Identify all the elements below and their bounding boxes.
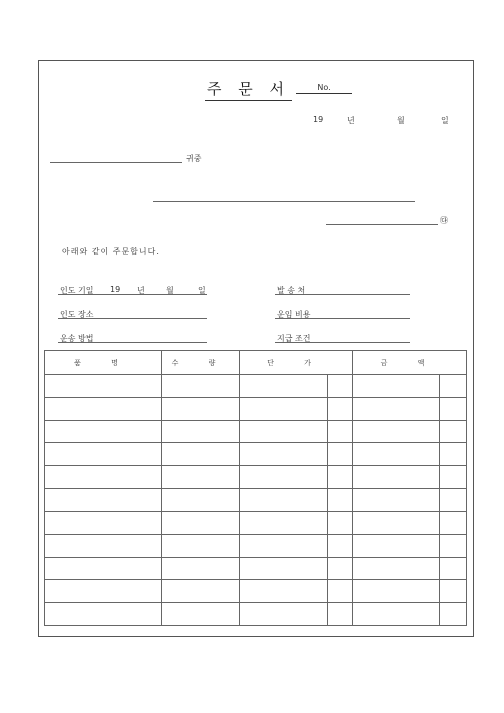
cell-amount[interactable]: [353, 375, 440, 398]
cell-amount[interactable]: [353, 443, 440, 466]
cell-unit-price[interactable]: [240, 443, 328, 466]
ship-to-label: 발 송 처: [277, 286, 306, 295]
delivery-place-label: 인도 장소: [60, 310, 94, 319]
table-row: [45, 466, 467, 489]
order-items-table: [44, 350, 467, 626]
table-row: [45, 375, 467, 398]
cell-amount[interactable]: [353, 420, 440, 443]
cell-item-name[interactable]: [45, 420, 162, 443]
address-line[interactable]: [153, 201, 415, 202]
form-title: 주 문 서: [205, 78, 292, 101]
table-row: [45, 397, 467, 420]
recipient-line[interactable]: [50, 162, 182, 163]
cell-item-name[interactable]: [45, 603, 162, 626]
date-month-label: 월: [397, 116, 405, 125]
cell-unit-price[interactable]: [240, 557, 328, 580]
delivery-date-year-prefix: 19: [110, 285, 121, 294]
cell-unit-price[interactable]: [240, 466, 328, 489]
header-item-name: 품 명: [45, 351, 162, 375]
delivery-date-year: 년: [137, 286, 145, 295]
table-row: [45, 603, 467, 626]
cell-quantity[interactable]: [162, 511, 240, 534]
cell-amount-sub[interactable]: [440, 489, 467, 512]
date-year-prefix: 19: [313, 115, 324, 124]
cell-amount-sub[interactable]: [440, 397, 467, 420]
cell-amount-sub[interactable]: [440, 375, 467, 398]
cell-quantity[interactable]: [162, 466, 240, 489]
cell-amount[interactable]: [353, 397, 440, 420]
cell-item-name[interactable]: [45, 511, 162, 534]
cell-unit-price-sub[interactable]: [328, 580, 353, 603]
cell-amount[interactable]: [353, 489, 440, 512]
freight-label: 운임 비용: [277, 310, 311, 319]
cell-quantity[interactable]: [162, 375, 240, 398]
cell-unit-price-sub[interactable]: [328, 397, 353, 420]
table-row: [45, 557, 467, 580]
cell-amount[interactable]: [353, 580, 440, 603]
cell-unit-price-sub[interactable]: [328, 534, 353, 557]
cell-unit-price[interactable]: [240, 580, 328, 603]
cell-amount[interactable]: [353, 557, 440, 580]
cell-amount-sub[interactable]: [440, 557, 467, 580]
cell-amount[interactable]: [353, 603, 440, 626]
cell-unit-price-sub[interactable]: [328, 466, 353, 489]
recipient-suffix: 귀중: [186, 154, 202, 163]
table-row: [45, 511, 467, 534]
cell-quantity[interactable]: [162, 534, 240, 557]
intro-text: 아래와 같이 주문합니다.: [62, 247, 160, 256]
cell-unit-price[interactable]: [240, 397, 328, 420]
cell-unit-price[interactable]: [240, 511, 328, 534]
cell-item-name[interactable]: [45, 397, 162, 420]
cell-quantity[interactable]: [162, 420, 240, 443]
cell-unit-price[interactable]: [240, 534, 328, 557]
cell-amount-sub[interactable]: [440, 443, 467, 466]
cell-unit-price-sub[interactable]: [328, 489, 353, 512]
cell-amount-sub[interactable]: [440, 420, 467, 443]
order-number-field[interactable]: No.: [296, 83, 352, 94]
cell-amount[interactable]: [353, 534, 440, 557]
signer-line[interactable]: [326, 224, 438, 225]
cell-item-name[interactable]: [45, 534, 162, 557]
cell-amount-sub[interactable]: [440, 603, 467, 626]
cell-item-name[interactable]: [45, 375, 162, 398]
header-unit-price: 단 가: [240, 351, 353, 375]
cell-amount-sub[interactable]: [440, 466, 467, 489]
cell-unit-price[interactable]: [240, 420, 328, 443]
cell-unit-price[interactable]: [240, 489, 328, 512]
header-quantity: 수 량: [162, 351, 240, 375]
cell-quantity[interactable]: [162, 603, 240, 626]
cell-unit-price-sub[interactable]: [328, 443, 353, 466]
table-row: [45, 534, 467, 557]
cell-item-name[interactable]: [45, 557, 162, 580]
cell-amount-sub[interactable]: [440, 580, 467, 603]
table-row: [45, 580, 467, 603]
table-row: [45, 420, 467, 443]
cell-amount-sub[interactable]: [440, 534, 467, 557]
cell-unit-price-sub[interactable]: [328, 375, 353, 398]
cell-unit-price-sub[interactable]: [328, 603, 353, 626]
cell-item-name[interactable]: [45, 466, 162, 489]
cell-amount-sub[interactable]: [440, 511, 467, 534]
cell-amount[interactable]: [353, 466, 440, 489]
cell-amount[interactable]: [353, 511, 440, 534]
cell-quantity[interactable]: [162, 489, 240, 512]
table-row: [45, 443, 467, 466]
cell-unit-price-sub[interactable]: [328, 511, 353, 534]
cell-item-name[interactable]: [45, 580, 162, 603]
header-amount: 금 액: [353, 351, 467, 375]
cell-item-name[interactable]: [45, 443, 162, 466]
cell-unit-price[interactable]: [240, 375, 328, 398]
cell-quantity[interactable]: [162, 443, 240, 466]
payment-label: 지급 조건: [277, 334, 311, 343]
table-header-row: [45, 351, 467, 375]
cell-unit-price-sub[interactable]: [328, 557, 353, 580]
cell-quantity[interactable]: [162, 557, 240, 580]
delivery-date-month: 월: [166, 286, 174, 295]
cell-unit-price[interactable]: [240, 603, 328, 626]
cell-quantity[interactable]: [162, 580, 240, 603]
delivery-date-day: 일: [198, 286, 206, 295]
cell-item-name[interactable]: [45, 489, 162, 512]
cell-unit-price-sub[interactable]: [328, 420, 353, 443]
transport-label: 운송 방법: [60, 334, 94, 343]
table-row: [45, 489, 467, 512]
cell-quantity[interactable]: [162, 397, 240, 420]
date-year-label: 년: [347, 116, 355, 125]
seal-mark: ㉰: [440, 216, 448, 225]
delivery-date-label: 인도 기일: [60, 286, 94, 295]
date-day-label: 일: [441, 116, 449, 125]
